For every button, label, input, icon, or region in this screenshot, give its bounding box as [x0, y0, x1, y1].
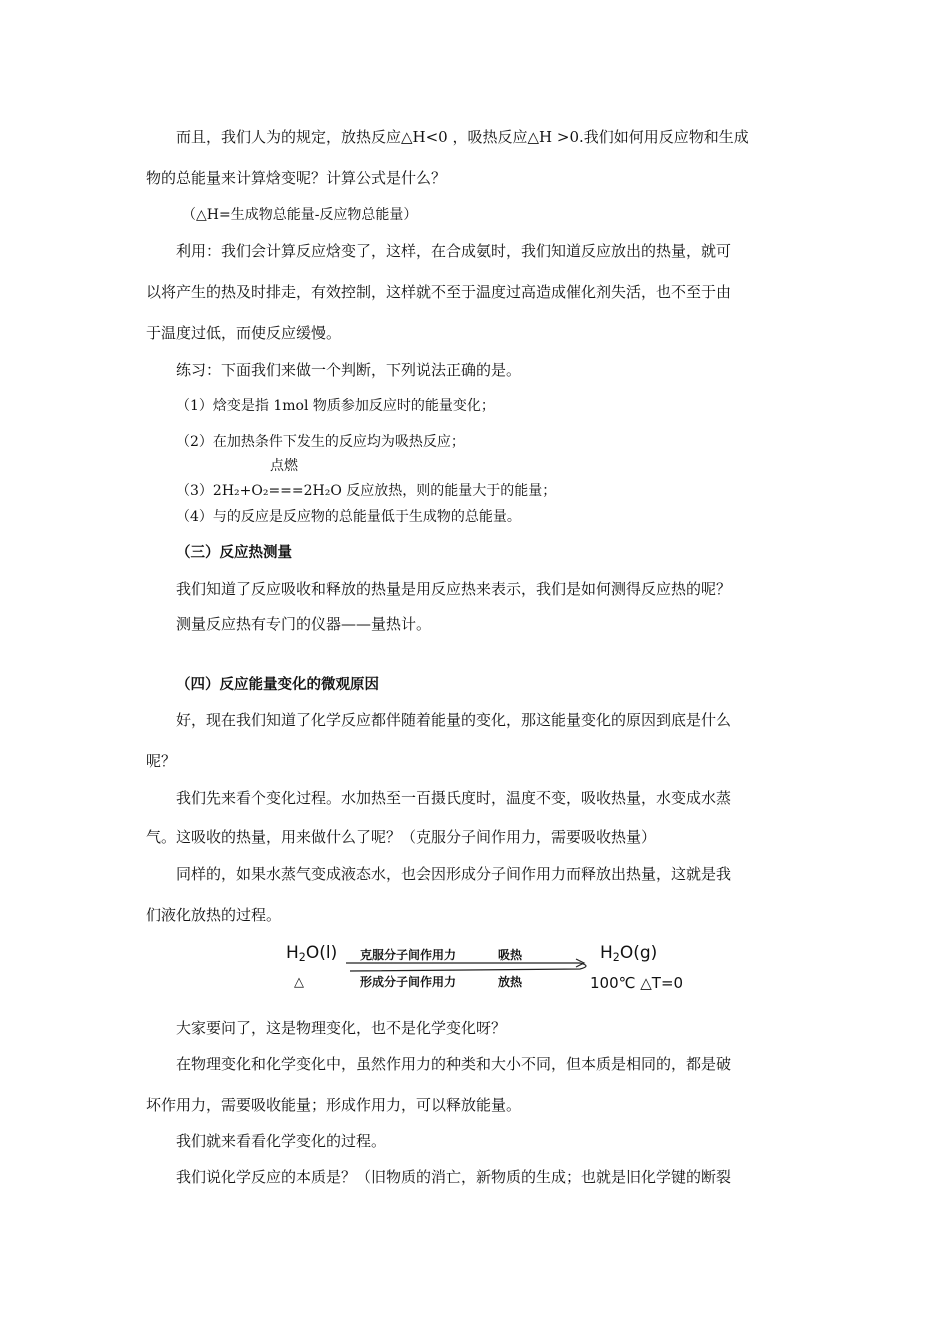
- list-item: （1）焓变是指 1mol 物质参加反应时的能量变化；: [176, 398, 495, 414]
- paragraph-line: 们液化放热的过程。: [146, 906, 282, 924]
- section-heading: （三）反应热测量: [176, 545, 292, 561]
- form-force-label: 形成分子间作用力: [360, 975, 457, 989]
- paragraph-line: 大家要问了，这是物理变化，也不是化学变化呀？: [176, 1019, 507, 1037]
- section-heading: （四）反应能量变化的微观原因: [176, 677, 379, 693]
- paragraph-line: 我们就来看看化学变化的过程。: [176, 1132, 387, 1150]
- phase-change-diagram: [280, 940, 710, 996]
- paragraph-line: 物的总能量来计算焓变呢？计算公式是什么？: [146, 169, 447, 187]
- paragraph-line: 利用：我们会计算反应焓变了，这样，在合成氨时，我们知道反应放出的热量，就可: [176, 242, 732, 260]
- paragraph-line: 而且，我们人为的规定，放热反应△H<0 ，吸热反应△H >0.我们如何用反应物和生成: [176, 128, 749, 146]
- overcome-force-label: 克服分子间作用力: [360, 948, 457, 962]
- paragraph-line: 测量反应热有专门的仪器——量热计。: [176, 615, 432, 633]
- paragraph-line: 于温度过低，而使反应缓慢。: [146, 324, 342, 342]
- paragraph-line: 我们说化学反应的本质是？（旧物质的消亡，新物质的生成；也就是旧化学键的断裂: [176, 1168, 732, 1186]
- paragraph-line: 呢？: [146, 752, 177, 770]
- temperature-note: 100℃ △T=0: [590, 974, 684, 992]
- formula-line: （△H=生成物总能量-反应物总能量）: [182, 207, 418, 223]
- water-gas-formula: $H_2O(g)$: [600, 943, 658, 964]
- release-heat-label: 放热: [498, 975, 523, 989]
- paragraph-line: 以将产生的热及时排走，有效控制，这样就不至于温度过高造成催化剂失活，也不至于由: [146, 283, 732, 301]
- paragraph-line: 我们知道了反应吸收和释放的热量是用反应热来表示，我们是如何测得反应热的呢？: [176, 580, 732, 598]
- paragraph-line: 坏作用力，需要吸收能量；形成作用力，可以释放能量。: [146, 1096, 522, 1114]
- list-item: （2）在加热条件下发生的反应均为吸热反应；: [176, 434, 465, 450]
- list-item: （4）与的反应是反应物的总能量低于生成物的总能量。: [176, 509, 521, 525]
- paragraph-line: 同样的，如果水蒸气变成液态水，也会因形成分子间作用力而释放出热量，这就是我: [176, 865, 732, 883]
- paragraph-line: 在物理变化和化学变化中，虽然作用力的种类和大小不同，但本质是相同的，都是破: [176, 1055, 732, 1073]
- list-item: （3）2H₂+O₂===2H₂O 反应放热，则的能量大于的能量；: [176, 483, 557, 499]
- reaction-condition: 点燃: [270, 458, 298, 474]
- paragraph-line: 我们先来看个变化过程。水加热至一百摄氏度时，温度不变，吸收热量，水变成水蒸: [176, 789, 732, 807]
- water-liquid-formula: $H_2O(l)$: [286, 943, 338, 964]
- paragraph-line: 练习：下面我们来做一个判断，下列说法正确的是。: [176, 361, 522, 379]
- delta-symbol: △: [294, 975, 304, 990]
- absorb-heat-label: 吸热: [498, 948, 523, 962]
- paragraph-line: 好，现在我们知道了化学反应都伴随着能量的变化，那这能量变化的原因到底是什么: [176, 711, 732, 729]
- paragraph-line: 气。这吸收的热量，用来做什么了呢？（克服分子间作用力，需要吸收热量）: [146, 828, 657, 846]
